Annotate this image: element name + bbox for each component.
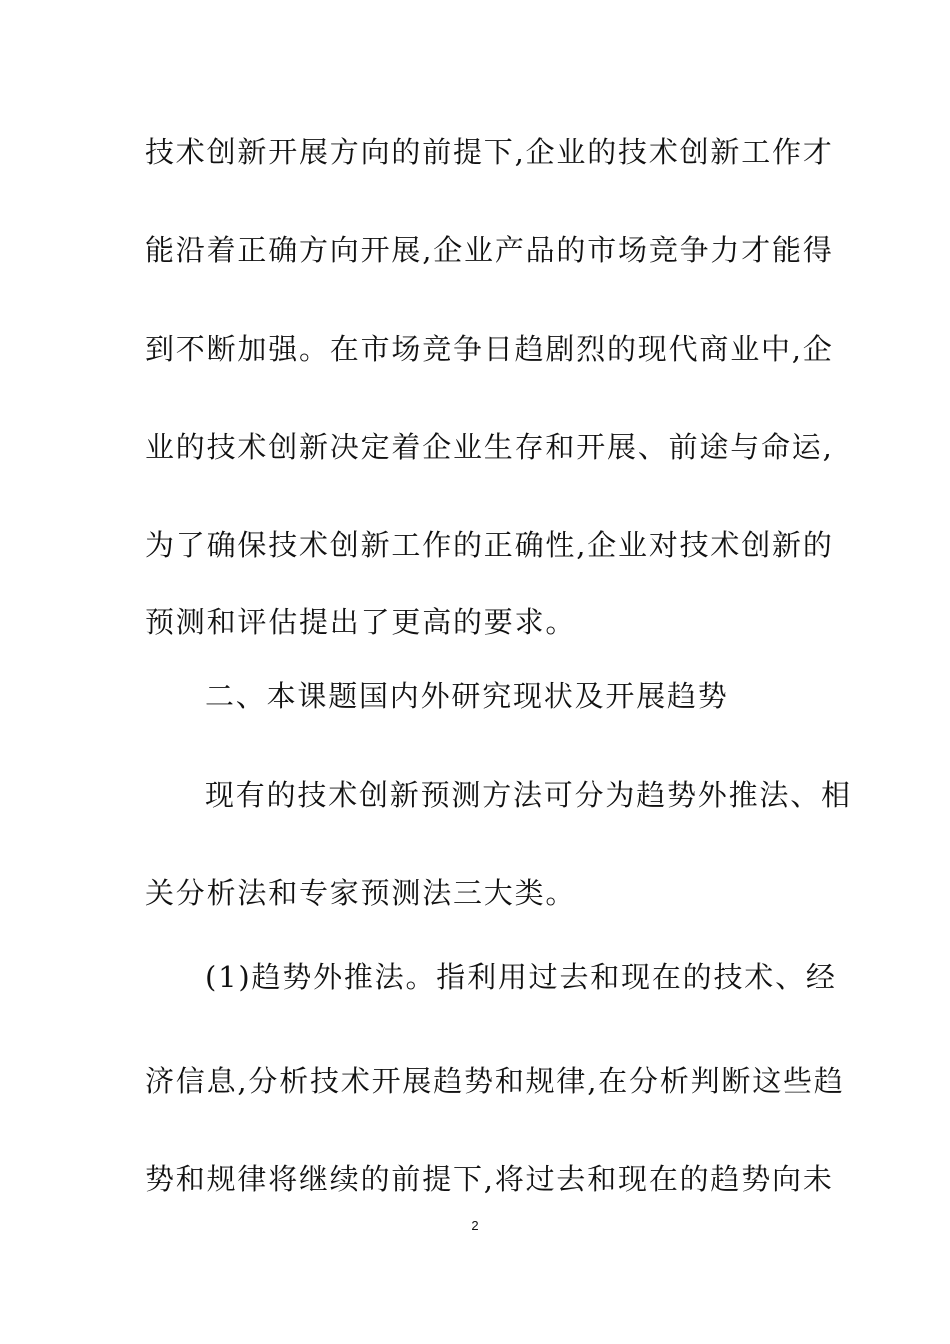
body-text-line: 关分析法和专家预测法三大类。 (145, 876, 577, 910)
body-text-line: 能沿着正确方向开展,企业产品的市场竞争力才能得 (145, 233, 834, 267)
body-text-line: 为了确保技术创新工作的正确性,企业对技术创新的 (145, 528, 834, 562)
body-text-line: 济信息,分析技术开展趋势和规律,在分析判断这些趋 (145, 1064, 845, 1098)
body-text-line: (1)趋势外推法。指利用过去和现在的技术、经 (205, 960, 837, 994)
body-text-line: 业的技术创新决定着企业生存和开展、前途与命运, (145, 430, 834, 464)
body-text-line: 预测和评估提出了更高的要求。 (145, 605, 577, 639)
section-heading: 二、本课题国内外研究现状及开展趋势 (205, 679, 729, 713)
page-number: 2 (471, 1218, 479, 1233)
body-text-line: 到不断加强。在市场竞争日趋剧烈的现代商业中,企 (145, 332, 834, 366)
body-text-line: 技术创新开展方向的前提下,企业的技术创新工作才 (145, 135, 834, 169)
body-text-line: 现有的技术创新预测方法可分为趋势外推法、相 (205, 778, 852, 812)
body-text-line: 势和规律将继续的前提下,将过去和现在的趋势向未 (145, 1162, 834, 1196)
